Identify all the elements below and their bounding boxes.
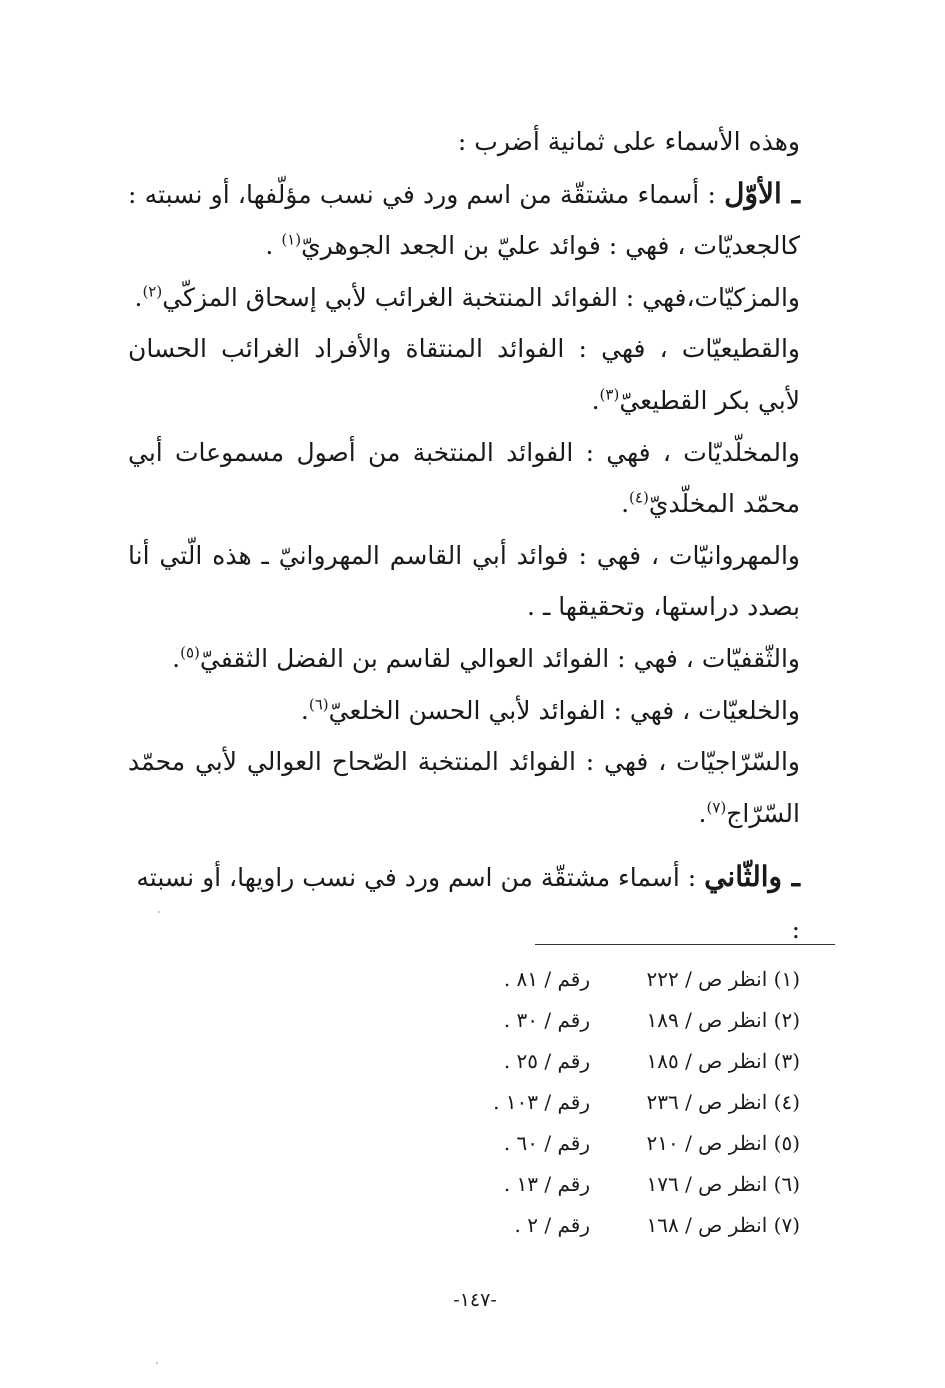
qatiiyat-entry bbox=[128, 323, 838, 426]
mukhalladiyat-entry bbox=[128, 427, 838, 530]
first-category-text: : أسماء مشتقّة من اسم ورد في نسب مؤلّفها، أو نسبته : bbox=[128, 179, 725, 209]
mukhalladiyat-text: والمخلّديّات ، فهي : الفوائد المنتخبة من أصول مسموعات أبي محمّد المخلّديّ bbox=[128, 437, 800, 519]
muzakkiyat-text: والمزكيّات،فهي : الفوائد المنتخبة الغرائب لأبي إسحاق المزكّي bbox=[162, 282, 800, 312]
footnote-ref-5: (٥) bbox=[180, 643, 200, 662]
footnote-ref-4: (٤) bbox=[629, 488, 649, 507]
first-category-heading: ـ الأوّل bbox=[724, 176, 800, 210]
second-category bbox=[128, 851, 838, 955]
footnote-number: رقم / ٣٠ . bbox=[503, 1008, 590, 1032]
khaliyat-end: . bbox=[300, 695, 309, 725]
qatiiyat-text: والقطيعيّات ، فهي : الفوائد المنتقاة والأفراد الغرائب الحسان لأبي بكر القطيعيّ bbox=[128, 334, 800, 415]
footnote-number: رقم / ٢٥ . bbox=[503, 1049, 590, 1073]
sarrajiyat-entry bbox=[128, 736, 838, 839]
jadiyat-text: كالجعديّات ، فهي : فوائد عليّ بن الجعد الجوهريّ bbox=[301, 231, 800, 261]
footnote-2 bbox=[400, 1000, 800, 1041]
footnote-page-ref: (٥) انظر ص / ٢١٠ bbox=[646, 1131, 800, 1155]
footnote-page-ref: (٧) انظر ص / ١٦٨ bbox=[646, 1213, 800, 1237]
footnote-ref-7: (٧) bbox=[706, 798, 727, 817]
main-text bbox=[128, 116, 838, 956]
scan-speck bbox=[156, 1362, 158, 1364]
footnote-ref-6: (٦) bbox=[308, 695, 329, 714]
sarrajiyat-text: والسّرّاجيّات ، فهي : الفوائد المنتخبة الصّحاح العوالي لأبي محمّد السّرّاج bbox=[128, 747, 800, 828]
footnote-ref-1: (١) bbox=[281, 230, 302, 249]
page-number: -١٤٧- bbox=[453, 1289, 497, 1311]
footnote-page-ref: (٢) انظر ص / ١٨٩ bbox=[646, 1008, 800, 1032]
mahrawaniyat-text: والمهروانيّات ، فهي : فوائد أبي القاسم المهروانيّ ـ هذه الّتي أنا بصدد دراستها، وتحقيقها ـ . bbox=[128, 540, 800, 622]
mukhalladiyat-end: . bbox=[621, 489, 630, 519]
sarrajiyat-end: . bbox=[698, 798, 707, 828]
intro-line bbox=[128, 116, 838, 168]
footnote-page-ref: (٣) انظر ص / ١٨٥ bbox=[646, 1049, 800, 1073]
footnote-number: رقم / ١٣ . bbox=[503, 1172, 590, 1196]
footnotes bbox=[400, 959, 800, 1246]
scan-speck bbox=[158, 911, 160, 913]
footnote-7 bbox=[400, 1205, 800, 1246]
footnote-3 bbox=[400, 1041, 800, 1082]
footnote-page-ref: (١) انظر ص / ٢٢٢ bbox=[646, 967, 800, 991]
footnote-ref-3: (٣) bbox=[599, 385, 620, 404]
second-category-text: : أسماء مشتقّة من اسم ورد في نسب راويها، أو نسبته : bbox=[136, 863, 800, 944]
footnote-number: رقم / ٦٠ . bbox=[503, 1131, 590, 1155]
thaqafiyat-entry bbox=[128, 633, 838, 685]
first-category bbox=[128, 168, 838, 272]
muzakkiyat-entry bbox=[128, 272, 838, 324]
footnote-ref-2: (٢) bbox=[142, 282, 163, 301]
footnote-number: رقم / ٨١ . bbox=[503, 967, 590, 991]
intro-text: وهذه الأسماء على ثمانية أضرب : bbox=[457, 127, 800, 156]
khaliyat-entry bbox=[128, 685, 838, 737]
footnote-page-ref: (٤) انظر ص / ٢٣٦ bbox=[646, 1090, 800, 1114]
mahrawaniyat-entry bbox=[128, 530, 838, 633]
muzakkiyat-end: . bbox=[134, 282, 143, 312]
footnote-separator bbox=[535, 944, 835, 945]
footnote-1 bbox=[400, 959, 800, 1000]
footnote-page-ref: (٦) انظر ص / ١٧٦ bbox=[646, 1172, 800, 1196]
footnote-6 bbox=[400, 1164, 800, 1205]
jadiyat-end: . bbox=[265, 231, 282, 261]
second-category-heading: ـ والثّاني bbox=[704, 860, 800, 894]
footnote-number: رقم / ١٠٣ . bbox=[493, 1090, 590, 1114]
thaqafiyat-end: . bbox=[172, 643, 181, 673]
thaqafiyat-text: والثّقفيّات ، فهي : الفوائد العوالي لقاسم بن الفضل الثقفيّ bbox=[199, 643, 800, 673]
footnote-number: رقم / ٢ . bbox=[514, 1213, 590, 1237]
qatiiyat-end: . bbox=[591, 385, 600, 415]
khaliyat-text: والخلعيّات ، فهي : الفوائد لأبي الحسن الخلعيّ bbox=[328, 695, 800, 725]
footnote-5 bbox=[400, 1123, 800, 1164]
footnote-4 bbox=[400, 1082, 800, 1123]
